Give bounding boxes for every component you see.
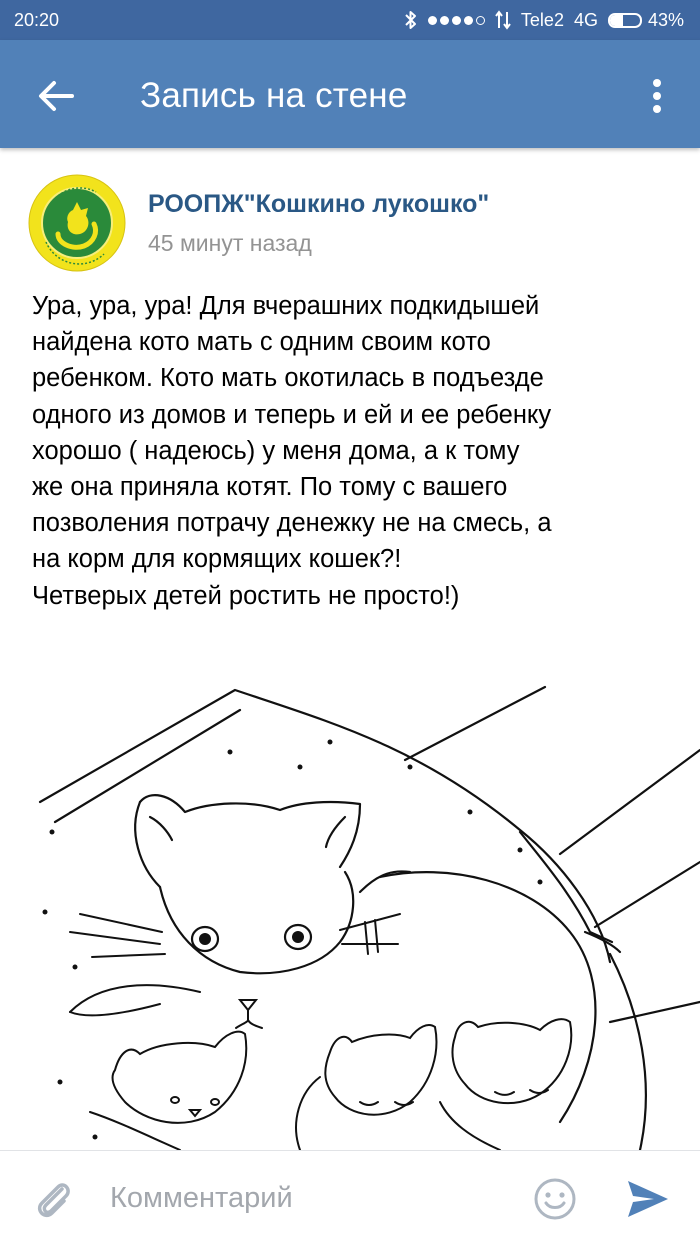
avatar[interactable] bbox=[28, 174, 126, 272]
paperclip-icon bbox=[30, 1175, 78, 1223]
data-arrows-icon bbox=[495, 10, 511, 30]
post-text-line: ребенком. Кото мать окотилась в подъезде bbox=[32, 364, 544, 393]
status-time: 20:20 bbox=[14, 9, 60, 30]
more-vertical-icon bbox=[640, 74, 674, 118]
back-button[interactable] bbox=[34, 74, 78, 118]
comment-bar bbox=[0, 1150, 700, 1245]
battery-indicator bbox=[608, 10, 684, 31]
post-text-line: на корм для кормящих кошек?! bbox=[32, 545, 402, 574]
post-text-line: хорошо ( надеюсь) у меня дома, а к тому bbox=[32, 436, 520, 465]
send-icon bbox=[624, 1175, 672, 1223]
post-text bbox=[32, 288, 672, 614]
post-text-line: Ура, ура, ура! Для вчерашних подкидышей bbox=[32, 292, 540, 320]
send-button[interactable] bbox=[624, 1175, 672, 1223]
post-text-line: позволения потрачу денежку не на смесь, а bbox=[32, 509, 552, 538]
smiley-icon bbox=[532, 1176, 578, 1222]
status-indicators bbox=[404, 10, 684, 31]
signal-dots-icon bbox=[428, 16, 485, 25]
bluetooth-icon bbox=[404, 10, 418, 30]
post-image[interactable] bbox=[0, 682, 700, 1150]
post-text-line: же она приняла котят. По тому с вашего bbox=[32, 473, 508, 502]
comment-input[interactable] bbox=[110, 1173, 510, 1223]
more-options-button[interactable] bbox=[640, 74, 674, 118]
post-text-line: Четверых детей ростить не просто!) bbox=[32, 581, 460, 610]
network-type: 4G bbox=[573, 9, 598, 30]
status-bar bbox=[0, 0, 700, 40]
attach-button[interactable] bbox=[30, 1175, 78, 1223]
post-text-line: найдена кото мать с одним своим кото bbox=[32, 328, 491, 357]
post-timestamp: 45 минут назад bbox=[148, 230, 312, 256]
cat-with-kittens-drawing bbox=[0, 682, 700, 1150]
battery-icon bbox=[608, 13, 642, 28]
arrow-left-icon bbox=[34, 74, 78, 118]
battery-percent: 43% bbox=[647, 9, 684, 30]
post-author[interactable]: РООПЖ"Кошкино лукошко" bbox=[148, 190, 490, 218]
page-title: Запись на стене bbox=[140, 76, 408, 115]
emoji-button[interactable] bbox=[532, 1176, 578, 1222]
app-bar bbox=[0, 40, 700, 148]
carrier-name: Tele2 bbox=[520, 9, 564, 30]
post-header bbox=[28, 174, 678, 274]
post-text-line: одного из домов и теперь и ей и ее ребенку bbox=[32, 400, 552, 429]
